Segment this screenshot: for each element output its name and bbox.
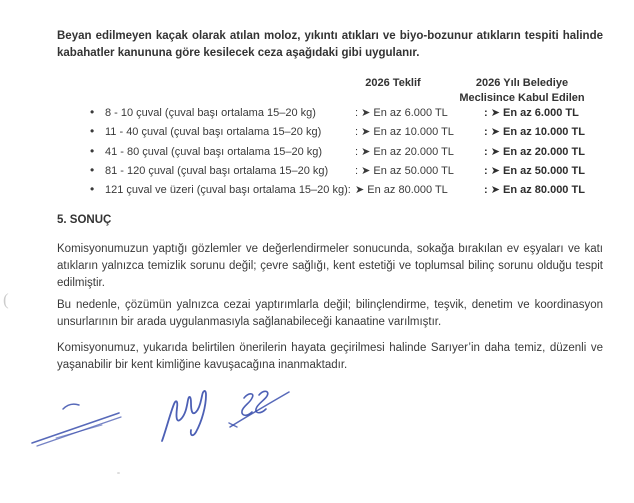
row-sack-range-label: 41 - 80 çuval (çuval başı ortalama 15–20 kg): [105, 145, 323, 158]
row-sack-range-label: 81 - 120 çuval (çuval başı ortalama 15–20 kg): [105, 164, 329, 177]
table-row: [90, 161, 592, 180]
row-accepted-fine: : ➤ En az 6.000 TL: [484, 107, 579, 119]
conclusion-paragraph-2: Bu nedenle, çözümün yalnızca cezai yaptırımlarla değil; bilinçlendirme, teşvik, denetim ve koordinasyon unsurlarının bir arada uygulanmasıyla sağlanabileceği kanaatine varılmıştır.: [57, 299, 603, 328]
row-accepted-fine: : ➤ En az 50.000 TL: [484, 164, 585, 177]
row-proposed-fine: : ➤ En az 50.000 TL: [355, 164, 454, 177]
table-row: [90, 180, 592, 199]
signature-1: [32, 404, 121, 446]
signature-2: [162, 391, 206, 441]
signature-3: [229, 391, 289, 427]
row-proposed-fine: : ➤ En az 10.000 TL: [355, 126, 454, 139]
bullet-icon: •: [90, 105, 95, 119]
row-proposed-fine: : ➤ En az 6.000 TL: [355, 107, 448, 119]
table-row: [90, 142, 592, 161]
bullet-icon: •: [90, 124, 95, 139]
conclusion-paragraph-1: Komisyonumuzun yaptığı gözlemler ve değerlendirmeler sonucunda, sokağa bırakılan ev eşyaları ve katı atıkların yalnızca temizlik sorunu değil; çevre sağlığı, kent estetiği ve toplumsal bilinç sorunu olduğu tespit edilmiştir.: [57, 243, 603, 289]
scan-artifact-parenthesis: (: [3, 290, 9, 309]
column-header-2026-teklif: 2026 Teklif: [365, 77, 421, 89]
row-sack-range-label: 121 çuval ve üzeri (çuval başı ortalama 15–20 kg):: [105, 184, 351, 197]
column-header-meclis-kabul: 2026 Yılı Belediye Meclisince Kabul Edilen: [459, 77, 585, 104]
fine-table: [90, 103, 592, 199]
scan-artifact-dot: [117, 472, 120, 474]
bullet-icon: •: [90, 143, 95, 158]
row-sack-range-label: 8 - 10 çuval (çuval başı ortalama 15–20 kg): [105, 107, 316, 119]
conclusion-paragraph-3: Komisyonumuz, yukarıda belirtilen önerilerin hayata geçirilmesi halinde Sarıyer’in daha temiz, düzenli ve yaşanabilir bir kent kimliğine kavuşacağına inanmaktadır.: [57, 342, 603, 371]
bullet-icon: •: [90, 162, 95, 177]
row-sack-range-label: 11 - 40 çuval (çuval başı ortalama 15–20 kg): [105, 126, 322, 139]
section-heading-sonuc: 5. SONUÇ: [57, 214, 112, 226]
row-proposed-fine: : ➤ En az 20.000 TL: [355, 145, 454, 158]
row-accepted-fine: : ➤ En az 20.000 TL: [484, 145, 585, 158]
table-row: [90, 122, 592, 141]
bullet-icon: •: [90, 182, 95, 197]
row-accepted-fine: : ➤ En az 10.000 TL: [484, 126, 585, 139]
row-accepted-fine: : ➤ En az 80.000 TL: [484, 184, 585, 197]
table-row: [90, 103, 592, 122]
row-proposed-fine: ➤ En az 80.000 TL: [355, 184, 448, 197]
intro-paragraph: Beyan edilmeyen kaçak olarak atılan moloz, yıkıntı atıkları ve biyo-bozunur atıkların tespiti halinde kabahatler kanununa göre kesilecek ceza aşağıdaki gibi uygulanır.: [57, 30, 603, 59]
